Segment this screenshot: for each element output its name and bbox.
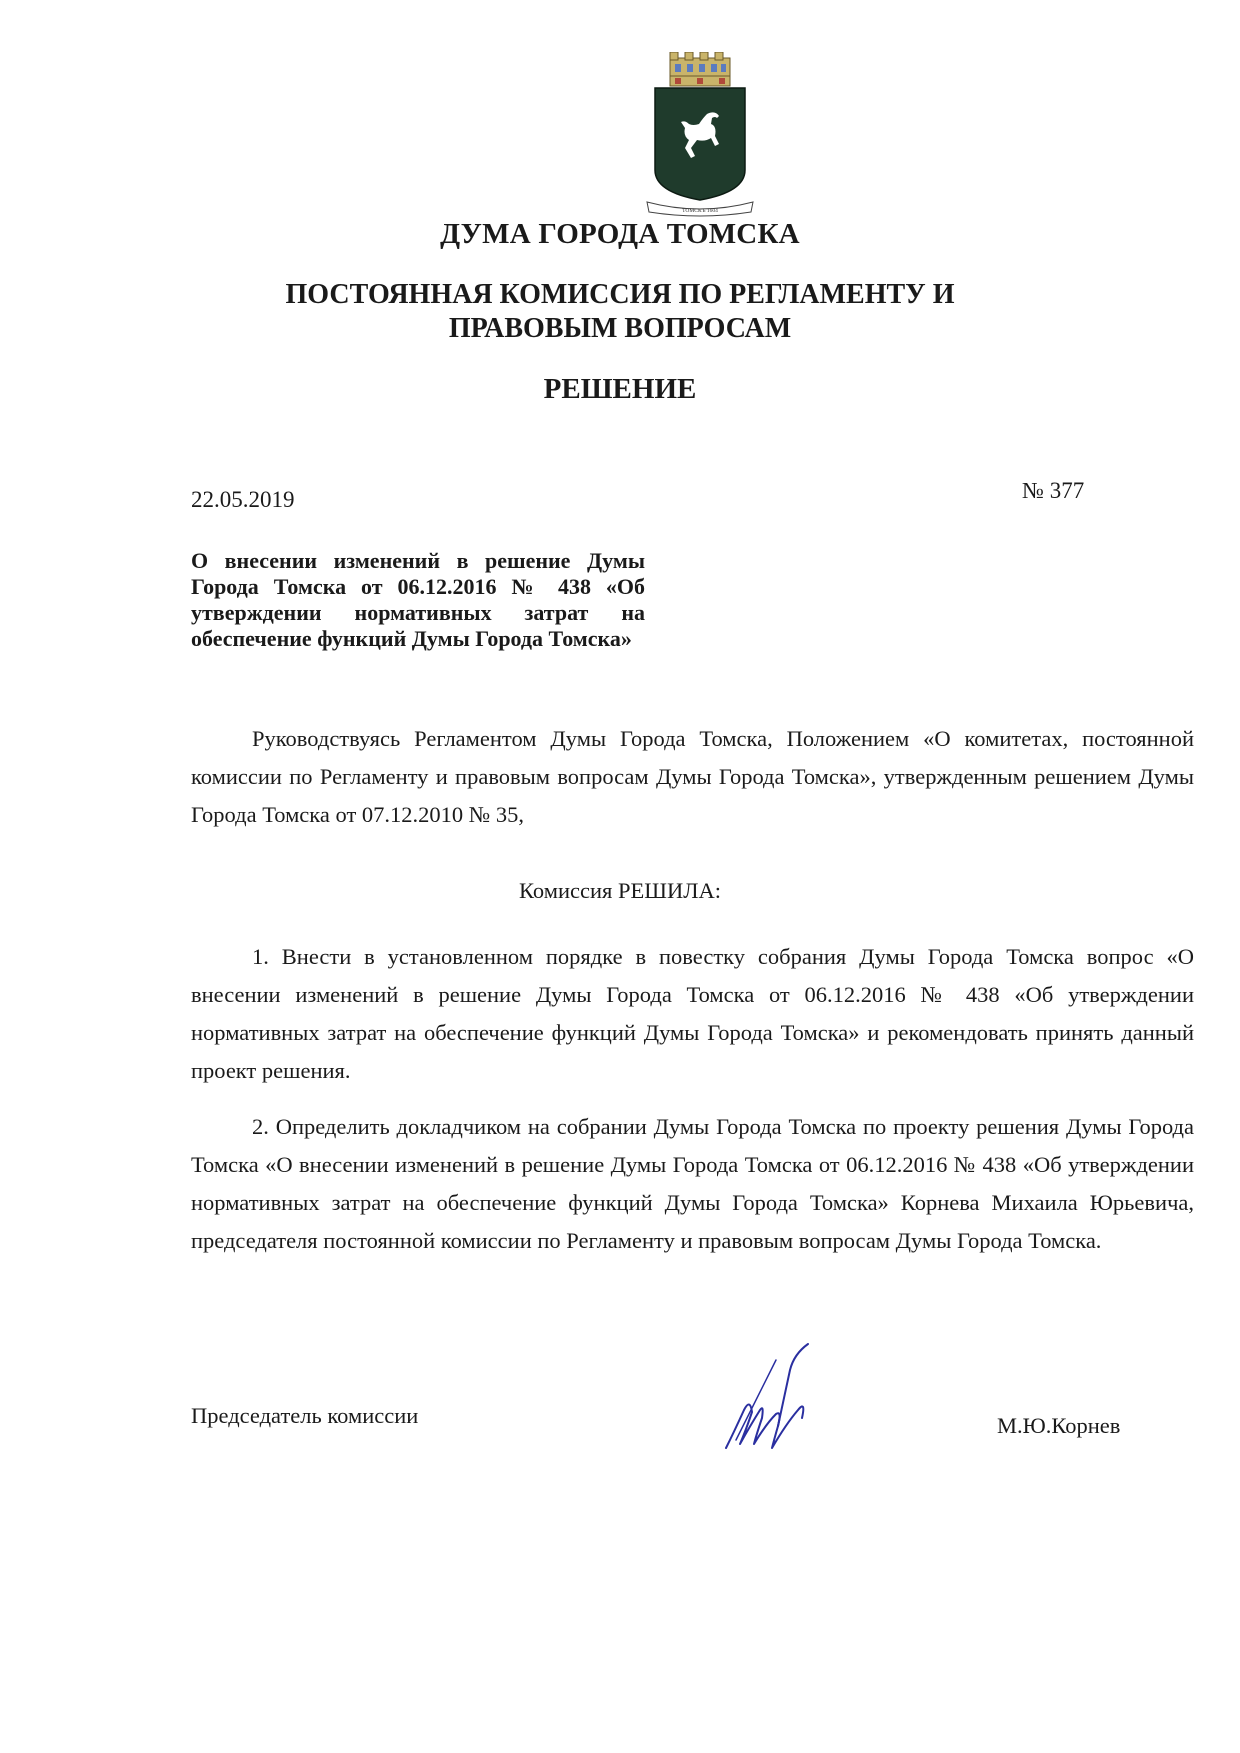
shield-icon: [655, 88, 745, 200]
signatory-role: Председатель комиссии: [191, 1403, 419, 1428]
resolution-item-2: 2. Определить докладчиком на собрании Думы Города Томска по проекту решения Думы Города Томска «О внесении изменений в решение Думы Города Томска от 06.12.2016 № 438 «Об утверждении нормативных затрат на обеспечение функций Думы Города Томска» Корнева Михаила Юрьевича, председателя постоянной комиссии по Регламенту и правовым вопросам Думы Города Томска.: [191, 1114, 1194, 1253]
resolution-heading: Комиссия РЕШИЛА:: [519, 878, 721, 903]
svg-text:ТОМСКЪ 1604: ТОМСКЪ 1604: [682, 208, 718, 214]
document-date: 22.05.2019: [191, 487, 295, 512]
commission-title: ПОСТОЯННАЯ КОМИССИЯ ПО РЕГЛАМЕНТУ И ПРАВОВЫМ ВОПРОСАМ: [285, 279, 955, 344]
handwritten-signature: [716, 1340, 836, 1460]
organization-title: ДУМА ГОРОДА ТОМСКА: [440, 218, 800, 250]
coat-of-arms-icon: [645, 52, 755, 217]
signatory-name: М.Ю.Корнев: [997, 1413, 1121, 1438]
resolution-item-1: 1. Внести в установленном порядке в повестку собрания Думы Города Томска вопрос «О внесении изменений в решение Думы Города Томска от 06.12.2016 № 438 «Об утверждении нормативных затрат на обеспечение функций Думы Города Томска» и рекомендовать принять данный проект решения.: [191, 944, 1194, 1083]
document-subject: О внесении изменений в решение Думы Города Томска от 06.12.2016 № 438 «Об утверждении нормативных затрат на обеспечение функций Думы Города Томска»: [191, 548, 645, 651]
document-number: № 377: [1022, 478, 1085, 503]
preamble-paragraph: Руководствуясь Регламентом Думы Города Томска, Положением «О комитетах, постоянной комиссии по Регламенту и правовым вопросам Думы Города Томска», утвержденным решением Думы Города Томска от 07.12.2010 № 35,: [191, 726, 1194, 827]
document-type: РЕШЕНИЕ: [543, 373, 697, 405]
crown-icon: [670, 52, 730, 86]
